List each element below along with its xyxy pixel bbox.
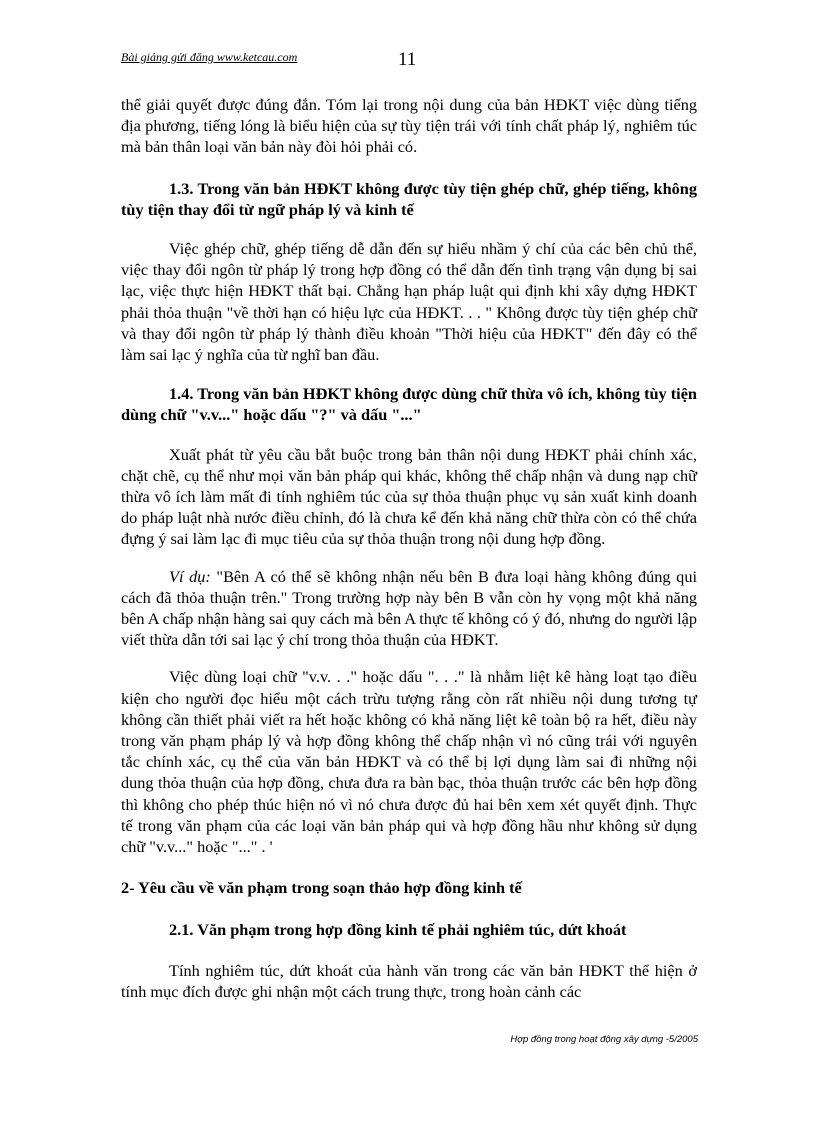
- paragraph-2-1: Tính nghiêm túc, dứt khoát của hành văn trong các văn bản HĐKT thể hiện ở tính mục đích được ghi nhận một cách trung thực, trong hoàn cảnh các: [121, 960, 697, 1001]
- heading-1-4: 1.4. Trong văn bản HĐKT không được dùng chữ thừa vô ích, không tùy tiện dùng chữ "v.v..." hoặc dấu "?" và dấu "...": [121, 384, 697, 425]
- paragraph-continuation: thể giải quyết được đúng đắn. Tóm lại trong nội dung của bản HĐKT việc dùng tiếng địa phương, tiếng lóng là biểu hiện của sự tùy tiện trái với tính chất pháp lý, nghiêm túc mà bản thân loại văn bản này đòi hỏi phải có.: [121, 95, 697, 157]
- document-body: [121, 94, 697, 1002]
- page-number: 11: [398, 49, 417, 70]
- example-text: "Bên A có thể sẽ không nhận nếu bên B đưa loại hàng không đúng qui cách đã thỏa thuận trên." Trong trường hợp này bên B vẫn còn hy vọng một khả năng bên A chấp nhận hàng sai quy cách mà bên A thực tế không có ý đó, nhưng do người lập viết thừa dẫn tới sai lạc ý chí trong thỏa thuận của HĐKT.: [121, 566, 697, 650]
- heading-2-1: 2.1. Văn phạm trong hợp đồng kinh tế phải nghiêm túc, dứt khoát: [169, 919, 627, 939]
- paragraph-1-3: Việc ghép chữ, ghép tiếng dễ dẫn đến sự hiểu nhầm ý chí của các bên chủ thể, việc thay đổi ngôn từ pháp lý trong hợp đồng có thể dẫn đến tình trạng vận dụng bị sai lạc, việc thực hiện HĐKT thất bại. Chẳng hạn pháp luật qui định khi xây dựng HĐKT phải thỏa thuận "về thời hạn có hiệu lực của HĐKT. . . " Không được tùy tiện ghép chữ và thay đổi ngôn từ pháp lý thành điều khoản "Thời hiệu của HĐKT" đến đây có thể làm sai lạc ý nghĩa của từ nghĩ ban đầu.: [121, 239, 697, 365]
- paragraph-1-4-a: Xuất phát từ yêu cầu bắt buộc trong bản thân nội dung HĐKT phải chính xác, chặt chẽ, cụ thể như mọi văn bản pháp qui khác, không thể chấp nhận và dung nạp chữ thừa vô ích làm mất đi tính nghiêm túc của sự thỏa thuận phục vụ sản xuất kinh doanh do pháp luật nhà nước điều chỉnh, đó là chưa kể đến khả năng chữ thừa còn có thể chứa đựng ý sai làm lạc đi mục tiêu của sự thỏa thuận trong nội dung hợp đồng.: [121, 444, 697, 549]
- heading-2: 2- Yêu cầu về văn phạm trong soạn thảo hợp đồng kinh tế: [121, 878, 522, 898]
- heading-1-3: 1.3. Trong văn bản HĐKT không được tùy tiện ghép chữ, ghép tiếng, không tùy tiện thay đổi từ ngữ pháp lý và kinh tế: [121, 178, 697, 219]
- header-source-text: Bài giảng gửi đăng www.ketcau.com: [121, 50, 298, 64]
- paragraph-1-4-c: Việc dùng loại chữ "v.v. . ." hoặc dấu ". . ." là nhằm liệt kê hàng loạt tạo điều kiện cho người đọc hiểu một cách trừu tượng rằng còn rất nhiều nội dung tương tự không cần thiết phải viết ra hết hoặc không có khả năng liệt kê toàn bộ ra hết, điều này trong văn phạm pháp lý và hợp đồng không thể chấp nhận vì nó cũng trái với nguyên tắc chính xác, cụ thể của văn bản HĐKT và có thể bị lợi dụng làm sai đi những nội dung thỏa thuận của hợp đồng, chưa đưa ra bàn bạc, thỏa thuận trước các bên hợp đồng thì không cho phép thúc hiện nó vì nó chưa được đủ hai bên xem xét quyết định. Thực tế trong văn phạm của các loại văn bản pháp qui và hợp đồng hầu như không sử dụng chữ "v.v..." hoặc "..." . ': [121, 667, 697, 857]
- example-label: Ví dụ:: [169, 566, 211, 586]
- footer-text: Hợp đồng trong hoạt động xây dựng -5/2005: [510, 1034, 698, 1045]
- paragraph-1-4-example: [121, 566, 697, 651]
